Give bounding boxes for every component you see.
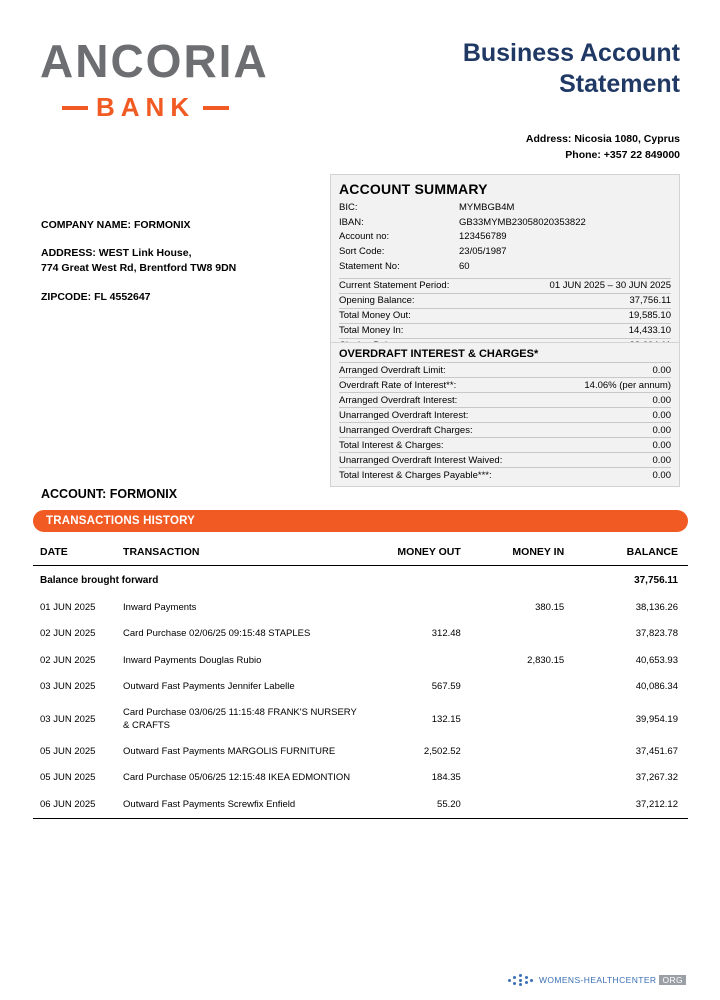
cell-date: 05 JUN 2025 [40, 746, 96, 758]
cell-money-out: 132.15 [431, 713, 461, 725]
cell-money-out [363, 595, 471, 621]
overdraft-row [339, 467, 671, 482]
dots-icon [508, 974, 534, 986]
transactions-history-banner: TRANSACTIONS HISTORY [33, 510, 688, 532]
table-row [33, 739, 688, 765]
cell-money-out: 567.59 [431, 681, 461, 693]
page-title [350, 38, 680, 101]
summary-field-label: IBAN: [339, 216, 364, 228]
summary-field-value: GB33MYMB23058020353822 [459, 216, 586, 228]
column-header-balance: BALANCE [574, 540, 688, 566]
table-header-row [33, 540, 688, 566]
cell-balance: 40,086.34 [635, 681, 678, 693]
table-row [33, 700, 688, 739]
overdraft-row-label: Overdraft Rate of Interest**: [339, 379, 457, 391]
summary-field-label: Account no: [339, 231, 390, 243]
cell-date: 02 JUN 2025 [40, 628, 96, 640]
overdraft-row [339, 362, 671, 377]
transactions-table [33, 540, 688, 819]
overdraft-row-label: Total Interest & Charges: [339, 439, 444, 451]
summary-field-label: Statement No: [339, 260, 400, 272]
column-header-date: DATE [33, 540, 116, 566]
cell-balance: 37,823.78 [635, 628, 678, 640]
overdraft-row-value: 0.00 [652, 409, 671, 421]
cell-transaction: Outward Fast Payments Jennifer Labelle [123, 681, 295, 693]
overdraft-row-label: Unarranged Overdraft Charges: [339, 424, 473, 436]
footer-watermark [508, 974, 686, 986]
customer-address [41, 246, 301, 276]
cell-transaction: Outward Fast Payments MARGOLIS FURNITURE [123, 746, 336, 758]
logo-dash-left-icon [62, 106, 88, 110]
footer-site-tld: ORG [659, 975, 686, 985]
overdraft-title: OVERDRAFT INTEREST & CHARGES* [339, 348, 539, 360]
cell-date: 01 JUN 2025 [40, 602, 96, 613]
account-name-label: ACCOUNT: FORMONIX [41, 487, 178, 501]
overdraft-row [339, 392, 671, 407]
summary-field-value: 23/05/1987 [459, 246, 507, 258]
cell-balance: 38,136.26 [635, 602, 678, 613]
column-header-money-in: MONEY IN [471, 540, 574, 566]
summary-field [339, 216, 671, 231]
table-row [33, 765, 688, 791]
summary-row-value: 37,756.11 [629, 295, 671, 307]
cell-money-in [471, 765, 574, 791]
summary-row [339, 308, 671, 323]
customer-details [41, 218, 301, 318]
overdraft-row [339, 377, 671, 392]
account-summary-title: ACCOUNT SUMMARY [339, 181, 488, 197]
overdraft-row [339, 452, 671, 467]
summary-field-value: 60 [459, 260, 470, 272]
cell-money-out: 2,502.52 [423, 746, 461, 758]
cell-balance: 40,653.93 [635, 654, 678, 666]
logo-subline [40, 92, 340, 123]
overdraft-row [339, 422, 671, 437]
page-title-line2: Statement [559, 70, 680, 99]
summary-field-label: Sort Code: [339, 246, 385, 258]
overdraft-row-value: 0.00 [652, 364, 671, 376]
summary-row [339, 278, 671, 293]
overdraft-row [339, 437, 671, 452]
cell-money-in [471, 621, 574, 647]
cell-transaction: Card Purchase 05/06/25 12:15:48 IKEA EDMONTION [123, 772, 351, 784]
cell-date: 02 JUN 2025 [40, 654, 96, 666]
summary-row-value: 14,433.10 [628, 325, 671, 337]
summary-field [339, 245, 671, 260]
ancoria-bank-logo [40, 35, 340, 123]
brought-forward-in [471, 566, 574, 596]
cell-balance: 37,267.32 [635, 772, 678, 784]
cell-transaction: Inward Payments Douglas Rubio [123, 654, 262, 666]
cell-money-out: 312.48 [431, 628, 461, 640]
cell-money-out: 55.20 [363, 792, 471, 819]
cell-transaction: Inward Payments [123, 602, 197, 613]
overdraft-row-label: Total Interest & Charges Payable***: [339, 469, 492, 481]
cell-balance: 37,451.67 [635, 746, 678, 758]
table-row [33, 674, 688, 700]
logo-dash-right-icon [203, 106, 229, 110]
table-row [33, 621, 688, 647]
document-header [0, 0, 720, 160]
cell-date: 05 JUN 2025 [40, 772, 96, 784]
footer-site-name: WOMENS-HEALTHCENTER [538, 975, 657, 985]
summary-field-value: 123456789 [459, 231, 507, 243]
overdraft-row-value: 0.00 [652, 394, 671, 406]
summary-field [339, 260, 671, 275]
cell-money-in [471, 739, 574, 765]
cell-money-in: 380.15 [535, 602, 565, 613]
overdraft-row-value: 0.00 [652, 454, 671, 466]
cell-money-in [471, 792, 574, 819]
cell-date: 03 JUN 2025 [40, 681, 96, 693]
brought-forward-out [363, 566, 471, 596]
summary-row-label: Total Money Out: [339, 310, 411, 322]
summary-field [339, 201, 671, 216]
logo-wordmark: ANCORIA [40, 35, 269, 87]
summary-row-value: 01 JUN 2025 – 30 JUN 2025 [549, 280, 671, 292]
cell-date: 06 JUN 2025 [33, 792, 116, 819]
summary-field-value: MYMBGB4M [459, 202, 515, 213]
customer-name: COMPANY NAME: FORMONIX [41, 219, 191, 231]
logo-bank-text: BANK [96, 92, 196, 122]
cell-transaction: Outward Fast Payments Screwfix Enfield [116, 792, 363, 819]
summary-row [339, 323, 671, 338]
summary-field [339, 230, 671, 245]
summary-row [339, 293, 671, 308]
column-header-transaction: TRANSACTION [116, 540, 363, 566]
overdraft-row-value: 0.00 [652, 469, 671, 481]
cell-transaction: Card Purchase 02/06/25 09:15:48 STAPLES [123, 628, 311, 640]
bank-contact-info [526, 132, 680, 164]
brought-forward-balance: 37,756.11 [634, 575, 678, 586]
overdraft-row-value: 0.00 [652, 439, 671, 451]
summary-row-label: Opening Balance: [339, 295, 415, 307]
cell-date: 03 JUN 2025 [40, 713, 96, 725]
page-title-line1: Business Account [462, 39, 680, 67]
table-row-brought-forward [33, 566, 688, 596]
cell-money-in: 2,830.15 [527, 654, 565, 666]
cell-money-in [471, 674, 574, 700]
overdraft-row [339, 407, 671, 422]
customer-zipcode: ZIPCODE: FL 4552647 [41, 290, 151, 303]
summary-field-label: BIC: [339, 202, 358, 213]
overdraft-row-value: 14.06% (per annum) [584, 379, 671, 391]
cell-balance: 39,954.19 [635, 713, 678, 725]
cell-transaction: Card Purchase 03/06/25 11:15:48 FRANK'S NURSERY & CRAFTS [123, 707, 357, 731]
column-header-money-out: MONEY OUT [363, 540, 471, 566]
cell-money-out [363, 648, 471, 674]
overdraft-row-label: Arranged Overdraft Interest: [339, 394, 458, 406]
table-row [33, 792, 688, 819]
table-row [33, 648, 688, 674]
brought-forward-label: Balance brought forward [40, 575, 159, 586]
overdraft-row-label: Unarranged Overdraft Interest Waived: [339, 454, 503, 466]
cell-money-in [471, 700, 574, 739]
customer-address-line1: ADDRESS: WEST Link House, [41, 247, 192, 260]
account-summary-panel [330, 174, 680, 358]
summary-row-value: 19,585.10 [628, 310, 671, 322]
bank-address: Address: Nicosia 1080, Cyprus [525, 133, 680, 145]
bank-phone: Phone: +357 22 849000 [565, 148, 680, 161]
overdraft-row-label: Arranged Overdraft Limit: [339, 364, 446, 376]
summary-row-label: Total Money In: [339, 325, 404, 337]
overdraft-panel [330, 342, 680, 487]
cell-money-out: 184.35 [431, 772, 461, 784]
table-row [33, 595, 688, 621]
overdraft-row-label: Unarranged Overdraft Interest: [339, 409, 469, 421]
summary-row-label: Current Statement Period: [339, 280, 450, 292]
overdraft-row-value: 0.00 [652, 424, 671, 436]
cell-balance: 37,212.12 [574, 792, 688, 819]
customer-address-line2: 774 Great West Rd, Brentford TW8 9DN [41, 262, 237, 275]
